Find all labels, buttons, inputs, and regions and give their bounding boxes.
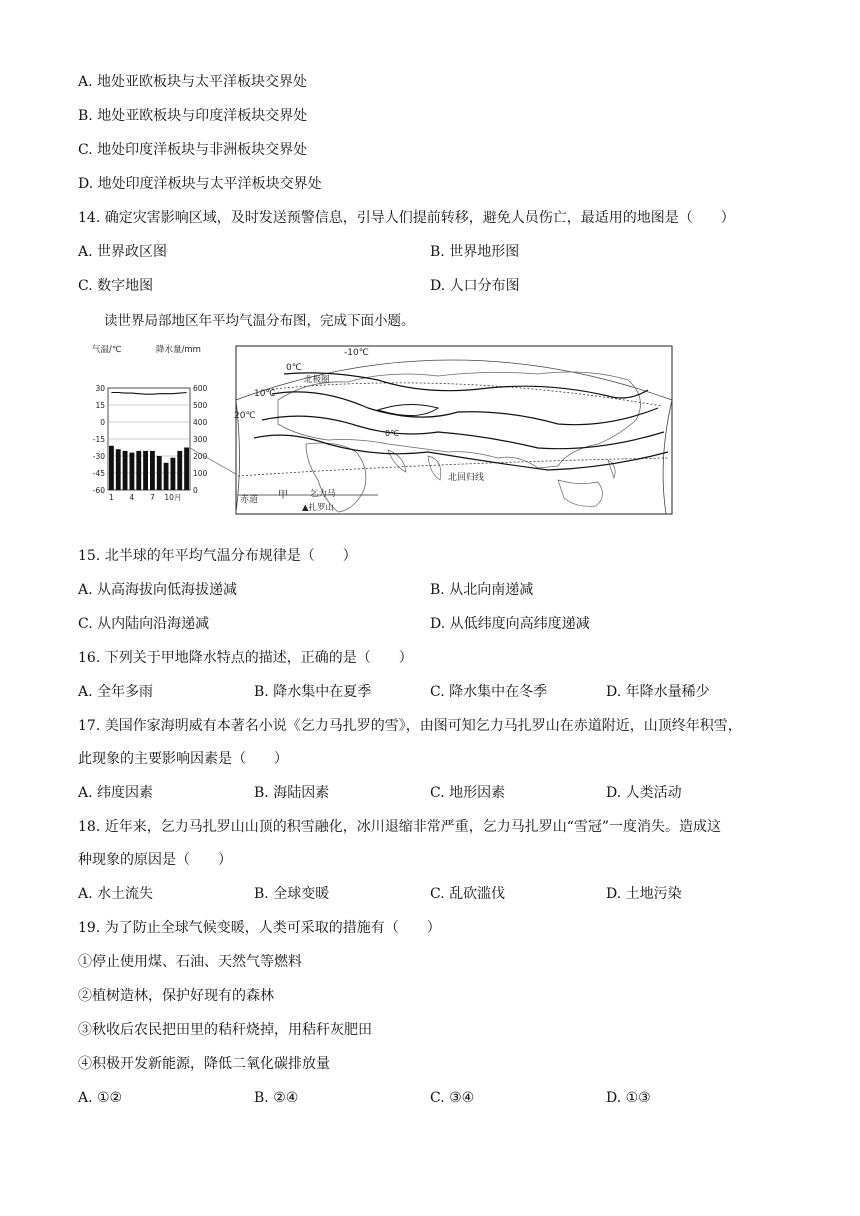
q18-option-c: C. 乱砍滥伐 bbox=[430, 886, 506, 902]
precip-bar bbox=[130, 453, 135, 490]
q18-option-a: A. 水土流失 bbox=[78, 886, 154, 902]
q19-option-b: B. ②④ bbox=[254, 1090, 299, 1106]
month-tick-label: 10月 bbox=[164, 493, 182, 502]
q17-stem-line1: 17. 美国作家海明威有本著名小说《乞力马扎罗的雪》，由图可知乞力马扎罗山在赤道附近，山顶终年积雪， bbox=[78, 718, 742, 734]
temp-tick-label: -30 bbox=[92, 452, 105, 461]
q15-option-b: B. 从北向南递减 bbox=[430, 582, 534, 598]
q18-option-d: D. 土地污染 bbox=[606, 886, 682, 902]
q17-option-b: B. 海陆因素 bbox=[254, 785, 330, 801]
q19-item-3: ③秋收后农民把田里的秸秆烧掉，用秸秆灰肥田 bbox=[78, 1022, 372, 1038]
precip-tick-label: 400 bbox=[193, 418, 208, 427]
month-tick-label: 1 bbox=[109, 493, 114, 502]
q19-option-d: D. ①③ bbox=[606, 1090, 651, 1106]
q16-option-d: D. 年降水量稀少 bbox=[606, 684, 710, 700]
q15-option-a: A. 从高海拔向低海拔递减 bbox=[78, 582, 238, 598]
label-0-inner: 0℃ bbox=[385, 429, 400, 438]
month-tick-labels bbox=[109, 493, 181, 502]
q19-item-2: ②植树造林，保护好现有的森林 bbox=[78, 988, 274, 1004]
q19-option-c: C. ③④ bbox=[430, 1090, 475, 1106]
precip-tick-label: 0 bbox=[193, 486, 198, 495]
figure-intro: 读世界局部地区年平均气温分布图，完成下面小题。 bbox=[104, 313, 415, 329]
q18-stem-line1: 18. 近年来，乞力马扎罗山山顶的积雪融化，冰川退缩非常严重，乞力马扎罗山“雪冠”一度消失。造成这 bbox=[78, 819, 722, 835]
q13-option-b: B. 地处亚欧板块与印度洋板块交界处 bbox=[78, 108, 308, 124]
q14-option-a: A. 世界政区图 bbox=[78, 244, 168, 260]
temp-axis-title: 气温/℃ bbox=[92, 345, 122, 355]
precip-bar bbox=[171, 458, 176, 490]
precip-axis-title: 降水量/mm bbox=[156, 345, 201, 355]
precip-bar bbox=[143, 451, 148, 490]
label-jia: 甲 bbox=[278, 490, 288, 501]
q18-stem-line2: 种现象的原因是（ ） bbox=[78, 852, 232, 868]
precip-tick-labels bbox=[193, 384, 208, 495]
temp-tick-label: -15 bbox=[92, 435, 105, 444]
temp-tick-label: -45 bbox=[92, 469, 105, 478]
precip-tick-label: 600 bbox=[193, 384, 208, 393]
q16-option-a: A. 全年多雨 bbox=[78, 684, 154, 700]
label-0-north: 0℃ bbox=[286, 363, 302, 373]
q18-option-b: B. 全球变暖 bbox=[254, 886, 330, 902]
temperature-distribution-figure bbox=[88, 340, 678, 520]
q15-option-d: D. 从低纬度向高纬度递减 bbox=[430, 616, 590, 632]
q19-stem: 19. 为了防止全球气候变暖，人类可采取的措施有（ ） bbox=[78, 920, 441, 936]
q15-stem: 15. 北半球的年平均气温分布规律是（ ） bbox=[78, 548, 357, 564]
q15-option-c: C. 从内陆向沿海递减 bbox=[78, 616, 210, 632]
label-tropic: 北回归线 bbox=[448, 473, 485, 483]
month-tick-label: 4 bbox=[129, 493, 135, 502]
q13-option-c: C. 地处印度洋板块与非洲板块交界处 bbox=[78, 142, 308, 158]
precip-bar bbox=[150, 451, 155, 490]
q13-option-d: D. 地处印度洋板块与太平洋板块交界处 bbox=[78, 176, 322, 192]
q19-option-a: A. ①② bbox=[78, 1090, 123, 1106]
precip-bar bbox=[157, 456, 162, 490]
precip-tick-label: 500 bbox=[193, 401, 208, 410]
precip-tick-label: 100 bbox=[193, 469, 208, 478]
precip-bar bbox=[164, 463, 169, 490]
world-map bbox=[234, 346, 672, 514]
q16-option-c: C. 降水集中在冬季 bbox=[430, 684, 548, 700]
precip-bar bbox=[109, 446, 114, 490]
label-minus10: -10℃ bbox=[344, 348, 369, 358]
precip-bar bbox=[184, 448, 189, 491]
label-10: 10℃ bbox=[254, 389, 276, 399]
label-kilimanjaro-top: 乞力马 bbox=[310, 489, 336, 499]
label-equator: 赤道 bbox=[240, 495, 259, 505]
q14-option-d: D. 人口分布图 bbox=[430, 278, 520, 294]
month-tick-label: 7 bbox=[150, 493, 155, 502]
precip-bar bbox=[116, 449, 121, 490]
precip-tick-label: 300 bbox=[193, 435, 208, 444]
precip-bar bbox=[177, 451, 182, 490]
q17-option-d: D. 人类活动 bbox=[606, 785, 682, 801]
temp-tick-label: -60 bbox=[92, 486, 105, 495]
q16-stem: 16. 下列关于甲地降水特点的描述，正确的是（ ） bbox=[78, 650, 413, 666]
q19-item-4: ④积极开发新能源，降低二氧化碳排放量 bbox=[78, 1056, 330, 1072]
precip-bar bbox=[136, 451, 141, 490]
precip-tick-label: 200 bbox=[193, 452, 208, 461]
label-20: 20℃ bbox=[234, 411, 256, 421]
precip-bar bbox=[123, 451, 128, 490]
q19-item-1: ①停止使用煤、石油、天然气等燃料 bbox=[78, 954, 302, 970]
temp-tick-label: 0 bbox=[100, 418, 105, 427]
temp-tick-labels bbox=[93, 384, 190, 495]
label-kilimanjaro-bottom: ▲扎罗山 bbox=[302, 503, 335, 513]
q13-option-a: A. 地处亚欧板块与太平洋板块交界处 bbox=[78, 74, 308, 90]
temp-tick-label: 30 bbox=[95, 384, 105, 393]
temp-tick-label: 15 bbox=[95, 401, 105, 410]
label-arctic-circle: 北极圈 bbox=[304, 375, 330, 385]
q14-option-c: C. 数字地图 bbox=[78, 278, 154, 294]
precip-bars bbox=[109, 446, 189, 490]
q17-option-a: A. 纬度因素 bbox=[78, 785, 154, 801]
q17-option-c: C. 地形因素 bbox=[430, 785, 506, 801]
q14-stem: 14. 确定灾害影响区域，及时发送预警信息，引导人们提前转移，避免人员伤亡，最适用的地图是（ ） bbox=[78, 210, 735, 226]
q17-stem-line2: 此现象的主要影响因素是（ ） bbox=[78, 751, 288, 767]
temperature-line bbox=[111, 393, 186, 395]
q16-option-b: B. 降水集中在夏季 bbox=[254, 684, 372, 700]
q14-option-b: B. 世界地形图 bbox=[430, 244, 520, 260]
